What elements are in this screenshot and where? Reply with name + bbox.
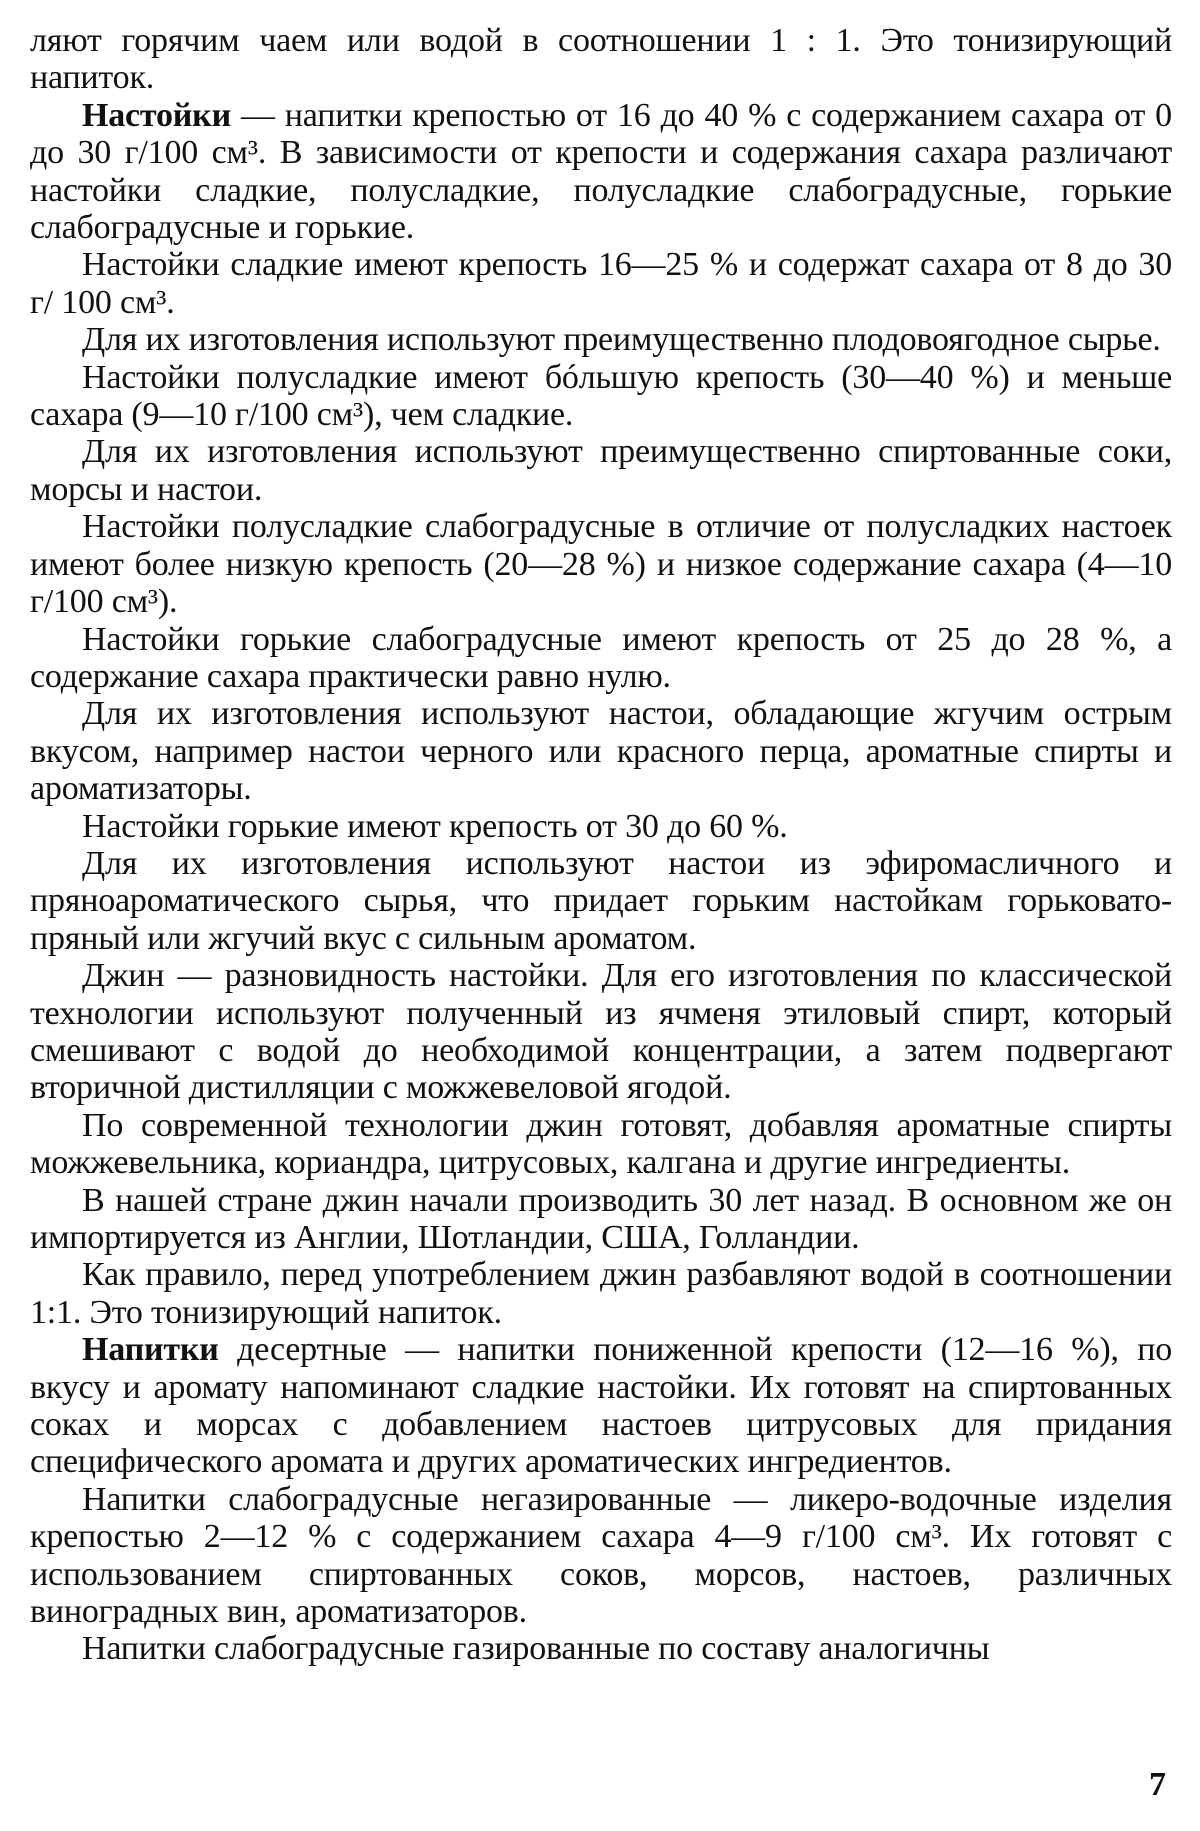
paragraph-napitki: [30, 1331, 1172, 1481]
paragraph: [30, 433, 1172, 508]
paragraph: [30, 1256, 1172, 1331]
paragraph-text: Настойки горькие слабоградусные имеют крепость от 25 до 28 %, а содержание сахара практически равно нулю.: [30, 620, 1172, 695]
paragraph: [30, 321, 1172, 358]
paragraph: [30, 246, 1172, 321]
term-nastoyki: Настойки: [82, 96, 231, 134]
paragraph-text: В нашей стране джин начали производить 30 лет назад. В основном же он импортируется из Англии, Шотландии, США, Голландии.: [30, 1181, 1172, 1256]
paragraph: [30, 1107, 1172, 1182]
paragraph: [30, 1182, 1172, 1257]
paragraph-text: десертные — напитки пониженной крепости (12—16 %), по вкусу и аромату напоминают сладкие настойки. Их готовят на спиртованных соках и морсах с добавлением настоев цитрусовых для придания специфического аромата и других ароматических ингредиентов.: [30, 1331, 1172, 1481]
paragraph-text: — напитки крепостью от 16 до 40 % с содержанием сахара от 0 до 30 г/100 см³. В зависимости от крепости и содержания сахара различают настойки сладкие, полусладкие, полусладкие слабоградусные, горькие слабоградусные и горькие.: [30, 96, 1172, 247]
paragraph-text: Джин — разновидность настойки. Для его изготовления по классической технологии используют полученный из ячменя этиловый спирт, который смешивают с водой до необходимой концентрации, а затем подвергают вторичной дистилляции с можжевеловой ягодой.: [30, 957, 1172, 1107]
term-napitki: Напитки: [82, 1331, 219, 1369]
page-text: [30, 22, 1172, 1668]
paragraph-text: Напитки слабоградусные негазированные — ликеро-водочные изделия крепостью 2—12 % с содержанием сахара 4—9 г/100 см³. Их готовят с использованием спиртованных соков, морсов, настоев, различных виноградных вин, ароматизаторов.: [30, 1480, 1172, 1631]
paragraph: [30, 1481, 1172, 1631]
paragraph-text: Напитки слабоградусные газированные по составу аналогичны: [82, 1630, 990, 1668]
paragraph: [30, 621, 1172, 696]
paragraph-text: Настойки сладкие имеют крепость 16—25 % и содержат сахара от 8 до 30 г/ 100 см³.: [30, 246, 1172, 321]
paragraph-text: Настойки полусладкие слабоградусные в отличие от полусладких настоек имеют более низкую крепость (20—28 %) и низкое содержание сахара (4—10 г/100 см³).: [30, 508, 1172, 621]
paragraph-text: Настойки полусладкие имеют бóльшую крепость (30—40 %) и меньше сахара (9—10 г/100 см³), чем сладкие.: [30, 358, 1172, 434]
page-number: 7: [1149, 1766, 1166, 1803]
paragraph-text: Для их изготовления используют преимущественно спиртованные соки, морсы и настои.: [30, 433, 1172, 508]
paragraph-text: ляют горячим чаем или водой в соотношении 1 : 1. Это тонизирующий напиток.: [30, 22, 1172, 97]
paragraph: [30, 808, 1172, 845]
paragraph-text: Настойки горькие имеют крепость от 30 до 60 %.: [82, 807, 788, 845]
paragraph: [30, 359, 1172, 434]
paragraph-text: Для их изготовления используют настои из эфиромасличного и пряноароматического сырья, что придает горьким настойкам горьковато-пряный или жгучий вкус с сильным ароматом.: [30, 844, 1172, 957]
paragraph-text: По современной технологии джин готовят, добавляя ароматные спирты можжевельника, кориандра, цитрусовых, калгана и другие ингредиенты.: [30, 1106, 1172, 1182]
paragraph: [30, 957, 1172, 1107]
paragraph-text: Как правило, перед употреблением джин разбавляют водой в соотношении 1:1. Это тонизирующий напиток.: [30, 1256, 1172, 1331]
paragraph-text: Для их изготовления используют преимущественно плодовоягодное сырье.: [82, 321, 1161, 359]
paragraph: [30, 845, 1172, 957]
paragraph-continuation: [30, 22, 1172, 97]
paragraph-text: Для их изготовления используют настои, обладающие жгучим острым вкусом, например настои черного или красного перца, ароматные спирты и ароматизаторы.: [30, 695, 1172, 808]
paragraph: [30, 508, 1172, 620]
paragraph: [30, 1630, 1172, 1667]
paragraph: [30, 695, 1172, 807]
paragraph-nastoyki: [30, 97, 1172, 247]
